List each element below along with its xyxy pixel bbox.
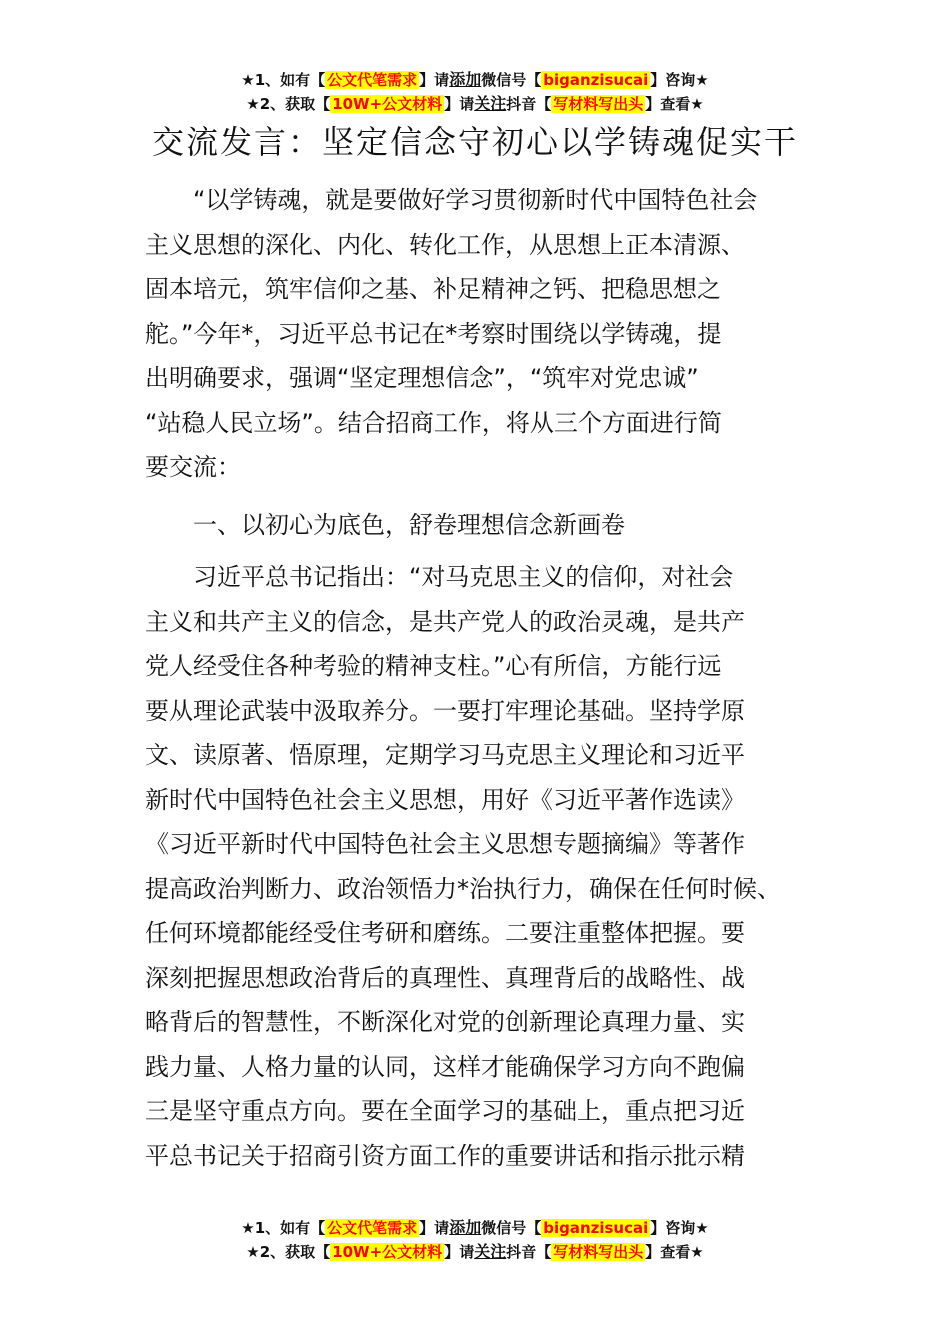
banner-text: 微信号【 (481, 71, 542, 89)
paragraph-section-1 (145, 555, 811, 1178)
banner-text: 】查看★ (645, 1243, 704, 1261)
text-line: 践力量、人格力量的认同，这样才能确保学习方向不跑偏 (145, 1052, 745, 1081)
text-line: 新时代中国特色社会主义思想，用好《习近平著作选读》 (145, 785, 745, 814)
section-heading-1 (145, 503, 811, 548)
banner-line-2 (0, 92, 950, 116)
header-banner (0, 68, 950, 116)
text-line: “以学铸魂，就是要做好学习贯彻新时代中国特色社会 (193, 186, 758, 214)
text-line: 略背后的智慧性，不断深化对党的创新理论真理力量、实 (145, 1008, 745, 1036)
text-line: 平总书记关于招商引资方面工作的重要讲话和指示批示精 (145, 1141, 745, 1170)
banner-text: 】请 (419, 71, 450, 89)
text-line: 要从理论武装中汲取养分。一要打牢理论基础。坚持学原 (145, 696, 745, 725)
text-line: 舵。”今年*，习近平总书记在*考察时围绕以学铸魂，提 (145, 319, 722, 348)
banner-text: ★2、获取【 (246, 95, 331, 113)
banner-text: 】请 (444, 95, 475, 113)
banner-highlight: 公文代笔需求 (327, 1219, 418, 1237)
banner-text: 】查看★ (645, 95, 704, 113)
footer-banner (0, 1216, 950, 1264)
text-line: 固本培元，筑牢信仰之基、补足精神之钙、把稳思想之 (145, 275, 721, 303)
text-line: 《习近平新时代中国特色社会主义思想专题摘编》等著作 (145, 830, 745, 858)
text-line: 文、读原著、悟原理，定期学习马克思主义理论和习近平 (145, 741, 745, 769)
banner-highlight: 公文代笔需求 (327, 71, 418, 89)
text-line: “站稳人民立场”。结合招商工作，将从三个方面进行简 (145, 408, 722, 437)
paragraph-intro (145, 178, 811, 490)
document-title: 交流发言：坚定信念守初心以学铸魂促实干 (151, 123, 798, 161)
banner-text: 】请 (419, 1219, 450, 1237)
douyin-id-highlight: 写材料写出头 (553, 95, 644, 113)
banner-text: 】咨询★ (650, 1219, 709, 1237)
banner-text: 微信号【 (481, 1219, 542, 1237)
text-line: 主义思想的深化、内化、转化工作，从思想上正本清源、 (145, 230, 745, 259)
banner-line-1 (0, 1216, 950, 1240)
banner-emphasis: 关注 (474, 1242, 507, 1261)
wechat-id-highlight: biganzisucai (543, 71, 649, 89)
wechat-id-highlight: biganzisucai (543, 1219, 649, 1237)
banner-text: ★1、如有【 (241, 1219, 326, 1237)
banner-line-1 (0, 68, 950, 92)
text-line: 要交流： (145, 453, 241, 481)
banner-line-2 (0, 1240, 950, 1264)
banner-emphasis: 关注 (474, 94, 507, 113)
banner-text: ★2、获取【 (246, 1243, 331, 1261)
banner-emphasis: 添加 (449, 70, 482, 89)
banner-text: 】请 (444, 1243, 475, 1261)
text-line: 出明确要求，强调“坚定理想信念”，“筑牢对党忠诚” (145, 364, 699, 392)
banner-highlight: 10W+公文材料 (332, 1243, 443, 1261)
text-line: 党人经受住各种考验的精神支柱。”心有所信，方能行远 (145, 652, 722, 680)
banner-highlight: 10W+公文材料 (332, 95, 443, 113)
text-line: 主义和共产主义的信念，是共产党人的政治灵魂，是共产 (145, 607, 745, 636)
banner-text: ★1、如有【 (241, 71, 326, 89)
banner-text: 抖音【 (506, 95, 552, 113)
section-heading: 一、以初心为底色，舒卷理想信念新画卷 (193, 511, 625, 539)
banner-text: 】咨询★ (650, 71, 709, 89)
banner-text: 抖音【 (506, 1243, 552, 1261)
text-line: 提高政治判断力、政治领悟力*治执行力，确保在任何时候、 (145, 874, 781, 903)
douyin-id-highlight: 写材料写出头 (553, 1243, 644, 1261)
text-line: 深刻把握思想政治背后的真理性、真理背后的战略性、战 (145, 963, 745, 992)
text-line: 习近平总书记指出：“对马克思主义的信仰，对社会 (193, 563, 734, 591)
text-line: 任何环境都能经受住考研和磨练。二要注重整体把握。要 (145, 919, 745, 947)
text-line: 三是坚守重点方向。要在全面学习的基础上，重点把习近 (145, 1097, 745, 1125)
banner-emphasis: 添加 (449, 1218, 482, 1237)
